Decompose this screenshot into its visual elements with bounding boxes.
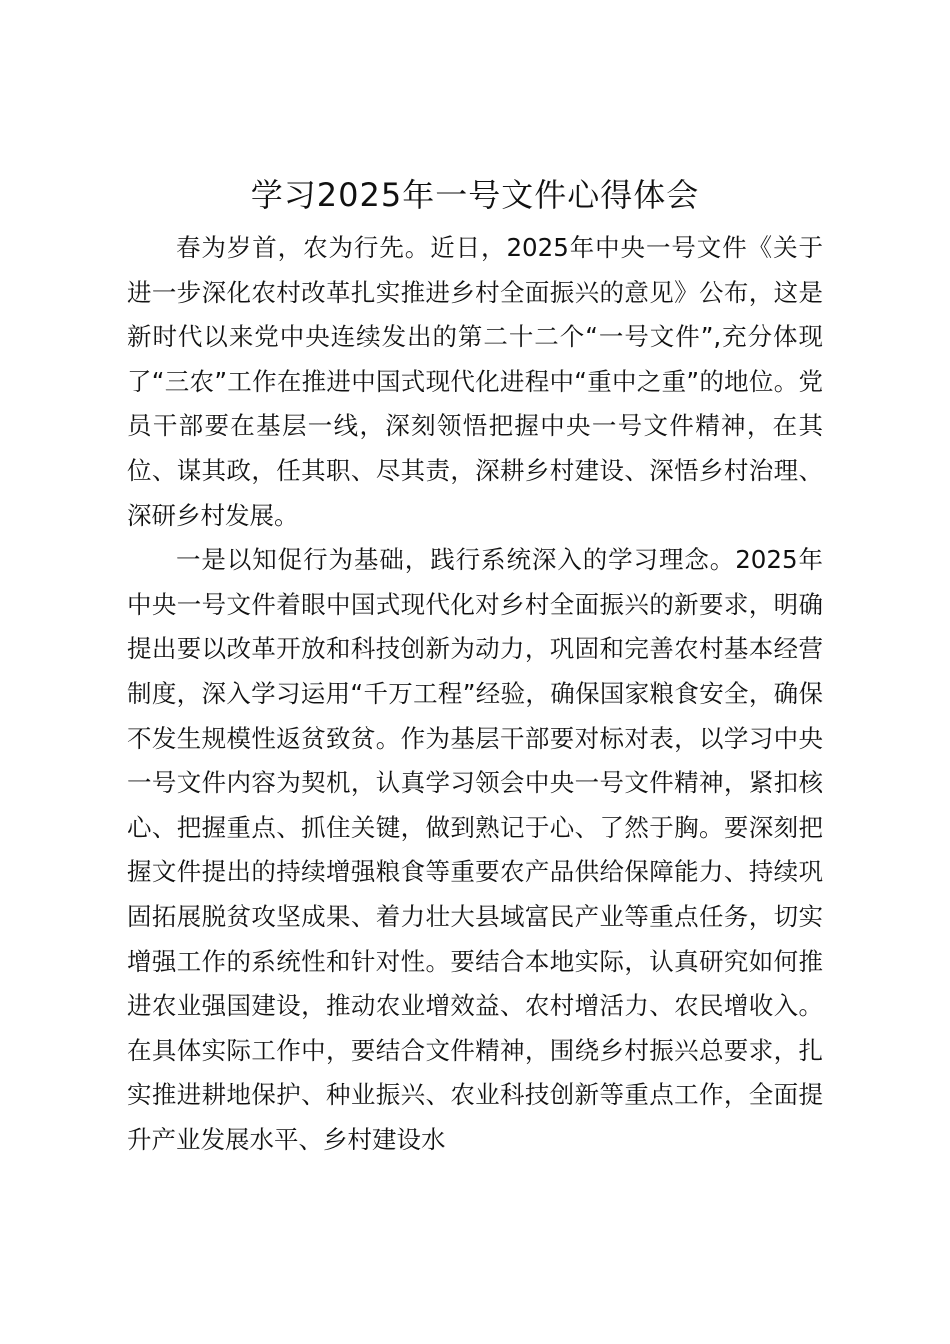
paragraph-point-one: 一是以知促行为基础，践行系统深入的学习理念。2025年中央一号文件着眼中国式现代化对乡村全面振兴的新要求，明确提出要以改革开放和科技创新为动力，巩固和完善农村基本经营制度，深入学习运用“千万工程”经验，确保国家粮食安全，确保不发生规模性返贫致贫。作为基层干部要对标对表，以学习中央一号文件内容为契机，认真学习领会中央一号文件精神，紧扣核心、把握重点、抓住关键，做到熟记于心、了然于胸。要深刻把握文件提出的持续增强粮食等重要农产品供给保障能力、持续巩固拓展脱贫攻坚成果、着力壮大县域富民产业等重点任务，切实增强工作的系统性和针对性。要结合本地实际，认真研究如何推进农业强国建设，推动农业增效益、农村增活力、农民增收入。在具体实际工作中，要结合文件精神，围绕乡村振兴总要求，扎实推进耕地保护、种业振兴、农业科技创新等重点工作，全面提升产业发展水平、乡村建设水 xyxy=(127,545,823,1154)
paragraph-intro: 春为岁首，农为行先。近日，2025年中央一号文件《关于进一步深化农村改革扎实推进乡村全面振兴的意见》公布，这是新时代以来党中央连续发出的第二十二个“一号文件”,充分体现了“三农”工作在推进中国式现代化进程中“重中之重”的地位。党员干部要在基层一线，深刻领悟把握中央一号文件精神，在其位、谋其政，任其职、尽其责，深耕乡村建设、深悟乡村治理、深研乡村发展。 xyxy=(127,233,823,530)
document-title: 学习2025年一号文件心得体会 xyxy=(250,176,700,214)
document-body xyxy=(127,226,823,1162)
